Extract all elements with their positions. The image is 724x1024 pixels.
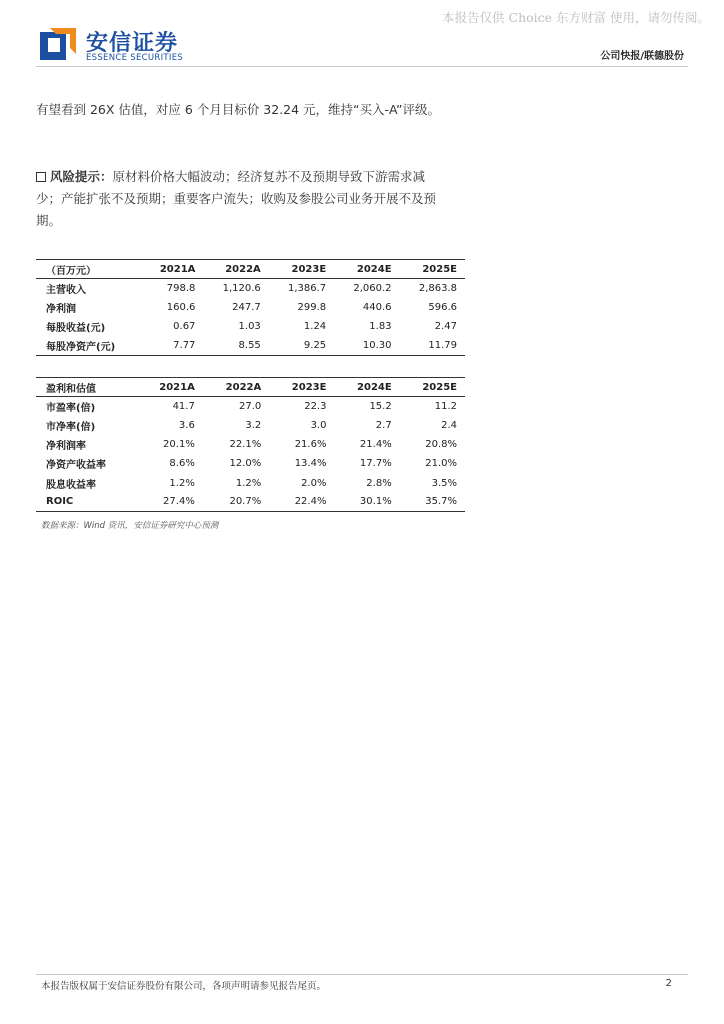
- footer-divider: [36, 974, 688, 975]
- table-row: [36, 435, 465, 454]
- table-header-cell: 2025E: [400, 260, 465, 279]
- page-number: 2: [665, 978, 672, 989]
- table-cell: 市盈率(倍): [46, 403, 96, 415]
- risk-text: 原材料价格大幅波动；经济复苏不及预期导致下游需求减少；产能扩张不及预期；重要客户流失；收购及参股公司业务开展不及预期。: [36, 169, 437, 228]
- table-row: [36, 336, 465, 355]
- table-cell: 市净率(倍): [46, 421, 96, 433]
- table-cell: 20.1%: [163, 439, 195, 451]
- table-header-cell: 2022A: [203, 260, 268, 279]
- table-cell: 20.8%: [425, 439, 457, 451]
- table-cell: 11.2: [434, 401, 457, 413]
- table-header-cell: 2021A: [136, 378, 202, 397]
- risk-title: 风险提示：: [50, 169, 113, 184]
- table-header-cell: 2023E: [269, 378, 334, 397]
- table-header-cell: 2024E: [334, 260, 399, 279]
- table-cell: 净利润率: [46, 441, 86, 453]
- table-cell: 1.24: [303, 321, 327, 333]
- table-cell: 2.4: [441, 419, 457, 431]
- header-divider: [36, 66, 688, 67]
- table-row: [36, 416, 465, 435]
- table-header-cell: 2021A: [141, 260, 203, 279]
- table-cell: ROIC: [36, 493, 136, 512]
- table-header-cell: 2024E: [334, 378, 399, 397]
- table-cell: 1.03: [238, 321, 261, 333]
- table-cell: 22.4%: [269, 493, 334, 512]
- table-cell: 净资产收益率: [46, 460, 106, 472]
- table-cell: 净利润: [46, 303, 76, 315]
- table-row: [36, 317, 465, 336]
- table-cell: 20.7%: [203, 493, 269, 512]
- table-cell: 主营收入: [46, 285, 86, 297]
- table-cell: 22.1%: [229, 439, 262, 451]
- table-cell: 10.30: [334, 336, 399, 355]
- table-header-cell: （百万元）: [36, 260, 141, 279]
- table-cell: 2.47: [434, 321, 457, 333]
- table-cell: 2.8%: [366, 477, 392, 489]
- table-header-row: [36, 378, 465, 397]
- table-cell: 2,863.8: [418, 283, 457, 295]
- table-cell: 35.7%: [400, 493, 465, 512]
- table-cell: 12.0%: [229, 458, 262, 470]
- table-header-cell: 盈利和估值: [36, 378, 136, 397]
- logo-cn-text: 安信证券: [86, 31, 179, 56]
- table-cell: 2.7: [375, 419, 392, 431]
- table-row: [36, 298, 465, 317]
- table-cell: 股息收益率: [46, 479, 96, 491]
- table-cell: 299.8: [297, 301, 327, 313]
- valuation-table: [36, 377, 465, 512]
- table-cell: 17.7%: [359, 458, 392, 470]
- table-cell: 3.5%: [431, 477, 457, 489]
- table-header-cell: 2023E: [269, 260, 334, 279]
- table-cell: 3.6: [178, 419, 195, 431]
- table-cell: 7.77: [141, 336, 203, 355]
- table-cell: 3.0: [310, 419, 327, 431]
- copyright-notice: 本报告版权属于安信证券股份有限公司，各项声明请参见报告尾页。: [41, 981, 327, 992]
- table-cell: 3.2: [245, 419, 262, 431]
- table-cell: 27.4%: [136, 493, 202, 512]
- financial-summary-table: [36, 259, 465, 356]
- table-cell: 2,060.2: [353, 283, 392, 295]
- table-cell: 160.6: [166, 301, 196, 313]
- table-cell: 21.4%: [359, 439, 392, 451]
- table-row: [36, 454, 465, 473]
- table-cell: 798.8: [166, 283, 196, 295]
- data-source-note: 数据来源：Wind 资讯，安信证券研究中心预测: [41, 521, 219, 531]
- table-cell: 596.6: [428, 301, 457, 313]
- logo-mark-icon: [40, 28, 76, 64]
- table-cell: 8.55: [203, 336, 268, 355]
- table-cell: 8.6%: [169, 458, 195, 470]
- table-cell: 1.2%: [169, 477, 195, 489]
- checkbox-bullet-icon: [36, 172, 46, 182]
- table-cell: 1.2%: [235, 477, 262, 489]
- table-header-row: [36, 260, 465, 279]
- table-cell: 9.25: [269, 336, 334, 355]
- table-cell: 每股收益(元): [46, 323, 106, 335]
- risk-paragraph: [36, 166, 448, 232]
- report-type-label: 公司快报/联德股份: [600, 51, 684, 62]
- company-logo: [40, 28, 220, 68]
- table-row: [36, 473, 465, 492]
- watermark: 本报告仅供 Choice 东方财富 使用，请勿传阅。: [442, 10, 710, 25]
- valuation-paragraph: 有望看到 26X 估值，对应 6 个月目标价 32.24 元，维持“买入-A”评级。: [36, 102, 441, 117]
- table-cell: 13.4%: [294, 458, 327, 470]
- table-header-cell: 2022A: [203, 378, 269, 397]
- table-cell: 41.7: [172, 401, 195, 413]
- table-row: [36, 397, 465, 416]
- table-cell: 27.0: [238, 401, 262, 413]
- table-cell: 11.79: [400, 336, 465, 355]
- table-cell: 每股净资产(元): [36, 336, 141, 355]
- table-cell: 247.7: [232, 301, 261, 313]
- table-row: [36, 493, 465, 512]
- table-cell: 440.6: [362, 301, 392, 313]
- table-cell: 0.67: [173, 321, 196, 333]
- table-row: [36, 279, 465, 298]
- table-cell: 21.0%: [425, 458, 457, 470]
- logo-en-text: ESSENCE SECURITIES: [86, 53, 184, 63]
- table-cell: 1.83: [369, 321, 392, 333]
- table-header-cell: 2025E: [400, 378, 465, 397]
- table-cell: 1,120.6: [222, 283, 261, 295]
- table-cell: 21.6%: [294, 439, 327, 451]
- table-cell: 22.3: [304, 401, 327, 413]
- table-cell: 2.0%: [301, 477, 327, 489]
- table-cell: 30.1%: [334, 493, 399, 512]
- table-cell: 1,386.7: [288, 283, 327, 295]
- table-cell: 15.2: [369, 401, 392, 413]
